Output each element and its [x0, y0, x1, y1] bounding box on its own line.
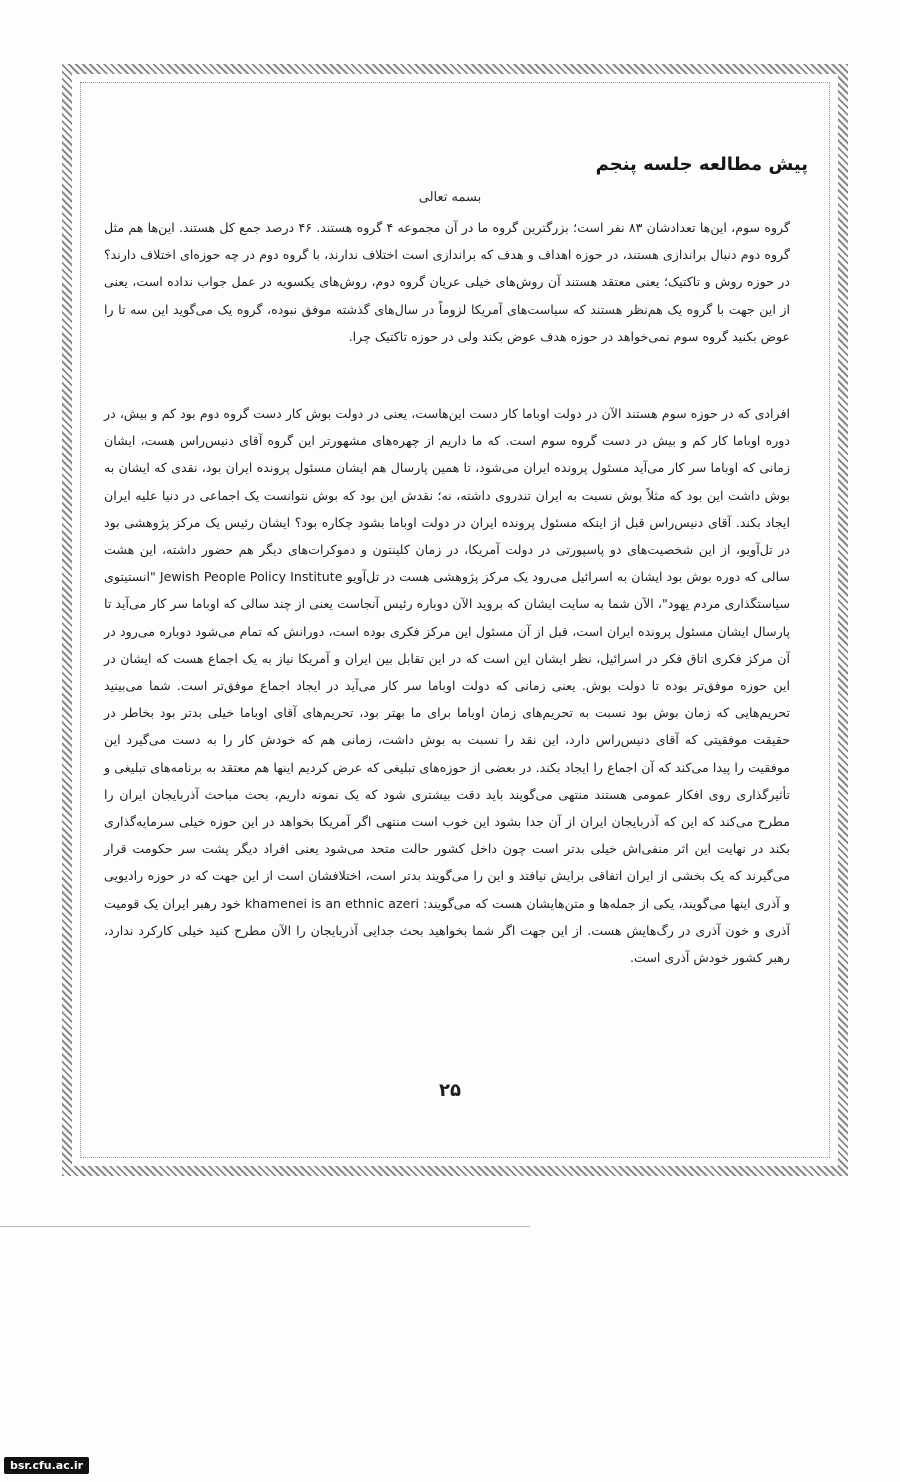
source-watermark: bsr.cfu.ac.ir	[4, 1457, 89, 1474]
document-title: پیش مطالعه جلسه پنجم	[595, 154, 808, 175]
paragraph-2: افرادی که در حوزه سوم هستند الآن در دولت اوباما کار دست این‌هاست، یعنی در دولت بوش کار دست گروه دوم بود کم و بیش، در دوره اوباما کار کم و بیش در دست گروه سوم است. که ما داریم از چهره‌های مشهورتر این گروه آقای دنیس‌راس هست، ایشان زمانی که اوباما سر کار می‌آید مسئول پرونده ایران می‌شود، تا همین پارسال هم ایشان مسئول پرونده ایران بود، نقدی که ایشان به بوش داشت این بود که مثلاً بوش نسبت به ایران تندروی داشته، نه؛ نقدش این بود که بوش نتوانست یک اجماعی در دنیا علیه ایران ایجاد بکند. آقای دنیس‌راس قبل از اینکه مسئول پرونده ایران در دولت اوباما بشود چکاره بود؟ ایشان رئیس یک مرکز پژوهشی بود در تل‌آویو، از این شخصیت‌های دو پاسپورتی در دولت آمریکا، در زمان کلینتون و دموکرات‌های دیگر هم حضور داشته، این هشت سالی که دوره بوش بود ایشان به اسرائیل می‌رود یک مرکز پژوهشی هست در تل‌آویو Jewish People Policy Institute "انستیتوی سیاستگذاری مردم یهود"، الآن شما به سایت ایشان که بروید الآن دوباره رئیس آنجاست یعنی از چند سالی که اوباما سر کار می‌آید تا پارسال ایشان مسئول پرونده ایران است، قبل از آن مسئول این مرکز فکری بوده است، دورانش که تمام می‌شود دوباره می‌رود در آن مرکز فکری اتاق فکر در اسرائیل، نظر ایشان این است که در این تقابل بین ایران و آمریکا نیاز به یک اجماع هست که ایشان در این حوزه موفق‌تر بوده تا دولت بوش. یعنی زمانی که دولت اوباما سر کار می‌آید در ایجاد اجماع موفق‌تر است. شما می‌بینید تحریم‌هایی که زمان بوش بود نسبت به تحریم‌های زمان اوباما برای ما بهتر بود، تحریم‌های آقای اوباما خیلی بدتر بود بخاطر در حقیقت موفقیتی که آقای دنیس‌راس دارد، این نقد را نسبت به بوش داشت، زمانی هم که خودش کار را به دست می‌گیرد این موفقیت را پیدا می‌کند که آن اجماع را ایجاد بکند. در بعضی از حوزه‌های تبلیغی که عرض کردیم اینها هم معتقد به برنامه‌های تبلیغی و تأثیرگذاری روی افکار عمومی هستند منتهی می‌گویند باید دقت بیشتری شود که یک نمونه داریم، بحث مباحث آذربایجان ایران را مطرح می‌کند که این که آذربایجان ایران از آن جدا بشود این خوب است منتهی اگر آمریکا بخواهد در این حوزه خیلی سرمایه‌گذاری بکند در نهایت این اثر منفی‌اش خیلی بدتر است چون داخل کشور حالت متحد می‌شود یعنی افراد دیگر پشت سر حکومت قرار می‌گیرند که یک بخشی از ایران اتفاقی برایش نیافتد و این را می‌گویند بدتر است، اختلافشان است از این جهت که در حوزه رادیویی و آذری اینها می‌گویند، یکی از جمله‌ها و متن‌هایشان هست که می‌گویند: khamenei is an ethnic azeri خود رهبر ایران یک قومیت آذری و خون آذری در رگ‌هایش هست. از این جهت اگر شما بخواهید بحث جدایی آذربایجان را الآن مطرح کنید خیلی کارکرد ندارد، رهبر کشور خودش آذری است.	[104, 406, 790, 966]
scan-edge-line	[0, 1226, 530, 1227]
basmala-heading: بسمه تعالی	[418, 190, 482, 205]
paragraph-1: گروه سوم، این‌ها تعدادشان ۸۳ نفر است؛ بزرگترین گروه ما در آن مجموعه ۴ گروه هستند. ۴۶ درصد جمع کل هستند. این‌ها هم مثل گروه دوم دنبال براندازی هستند، در حوزه اهداف و هدف که براندازی است اختلاف ندارند، با گروه دوم در چه حوزه‌ای اختلاف دارند؟ در حوزه روش و تاکتیک؛ یعنی معتقد هستند آن روش‌های خیلی عریان گروه دوم، روش‌های یکسویه در عمل جواب نداده است، یعنی از این جهت با گروه یک هم‌نظر هستند که سیاست‌های آمریکا لزوماً در سال‌های گذشته موفق نبوده، گروه یک می‌گوید این سه تا را عوض بکنید گروه سوم نمی‌خواهد در حوزه هدف عوض بکند ولی در حوزه تاکتیک چرا.	[104, 220, 790, 344]
page-number: ۲۵	[439, 1080, 461, 1101]
